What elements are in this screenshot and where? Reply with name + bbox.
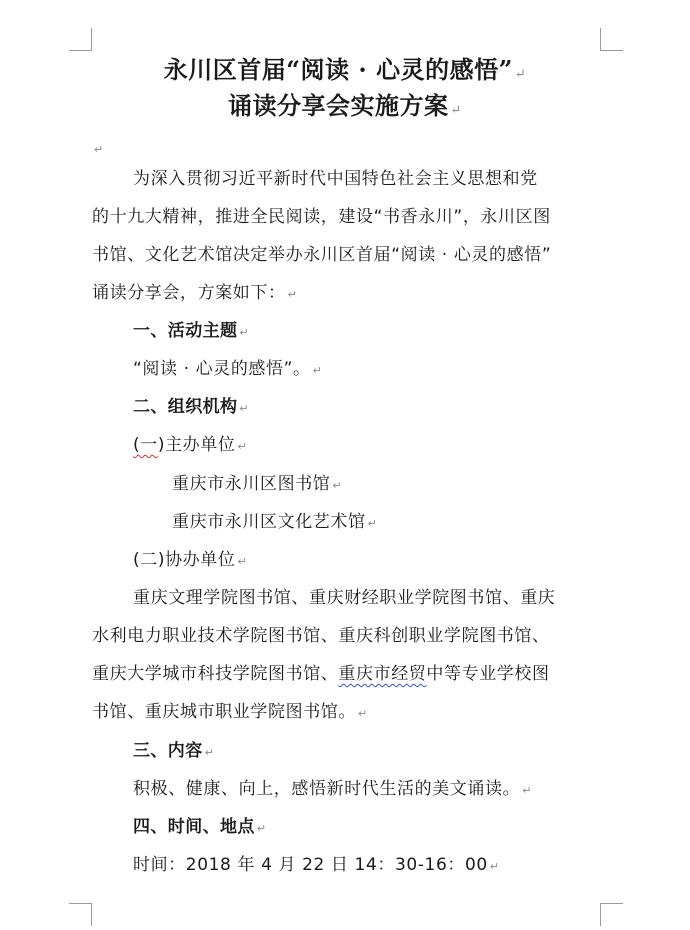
content-text: 积极、健康、向上，感悟新时代生活的美文诵读。 ↵: [133, 779, 533, 799]
paragraph-mark-icon: ↵: [489, 860, 500, 873]
paragraph-mark-icon: ↵: [522, 784, 533, 797]
co-host-line-4: 书馆、重庆城市职业学院图书馆。 ↵: [92, 702, 368, 722]
document-title-line-2: 诵读分享会实施方案 ↵: [228, 91, 462, 120]
section-heading-theme: 一、活动主题 ↵: [133, 321, 250, 341]
paragraph-mark-icon: ↵: [450, 103, 462, 118]
section-heading-time-place: 四、时间、地点 ↵: [133, 817, 267, 837]
time-text: 时间：2018 年 4 月 22 日 14：30-16：00 ↵: [133, 855, 500, 875]
grammar-flag: 重庆市经贸: [338, 664, 427, 684]
paragraph-mark-icon: ↵: [239, 326, 250, 339]
margin-corner-bottom-left: [69, 903, 92, 926]
co-host-line-3: 重庆大学城市科技学院图书馆、重庆市经贸中等专业学校图: [92, 664, 550, 684]
section-heading-content: 三、内容 ↵: [133, 741, 215, 761]
paragraph-mark-icon: ↵: [287, 288, 298, 301]
intro-line-1: 为深入贯彻习近平新时代中国特色社会主义思想和党: [133, 169, 538, 189]
intro-line-2: 的十九大精神，推进全民阅读，建设“书香永川”，永川区图: [92, 207, 551, 227]
margin-corner-top-right: [600, 28, 623, 51]
co-host-line-2: 水利电力职业技术学院图书馆、重庆科创职业学院图书馆、: [92, 626, 550, 646]
paragraph-mark-icon: ↵: [94, 143, 104, 156]
paragraph-mark-icon: ↵: [204, 746, 215, 759]
host-item-1: 重庆市永川区图书馆 ↵: [172, 474, 343, 494]
co-host-label: (二)协办单位 ↵: [133, 550, 248, 570]
margin-corner-bottom-right: [600, 903, 623, 926]
spellcheck-flag: (一: [133, 435, 158, 455]
paragraph-mark-icon: ↵: [256, 822, 267, 835]
theme-text: “阅读 · 心灵的感悟”。 ↵: [133, 359, 323, 379]
paragraph-mark-icon: ↵: [514, 67, 527, 82]
paragraph-mark-icon: ↵: [237, 440, 248, 453]
host-label: (一)主办单位 ↵: [133, 435, 248, 455]
intro-line-4: 诵读分享会，方案如下： ↵: [92, 283, 298, 303]
host-item-2: 重庆市永川区文化艺术馆 ↵: [172, 512, 378, 532]
paragraph-mark-icon: ↵: [237, 555, 248, 568]
paragraph-mark-icon: ↵: [332, 479, 343, 492]
paragraph-mark-icon: ↵: [312, 364, 323, 377]
paragraph-mark-icon: ↵: [358, 707, 368, 720]
document-title-line-1: 永川区首届“阅读 · 心灵的感悟” ↵: [163, 55, 527, 84]
paragraph-mark-icon: ↵: [239, 402, 250, 415]
empty-paragraph: [92, 140, 104, 157]
paragraph-mark-icon: ↵: [367, 517, 378, 530]
section-heading-organization: 二、组织机构 ↵: [133, 397, 250, 417]
margin-corner-top-left: [69, 28, 92, 51]
intro-line-3: 书馆、文化艺术馆决定举办永川区首届“阅读 · 心灵的感悟”: [92, 245, 552, 265]
co-host-line-1: 重庆文理学院图书馆、重庆财经职业学院图书馆、重庆: [133, 588, 556, 608]
